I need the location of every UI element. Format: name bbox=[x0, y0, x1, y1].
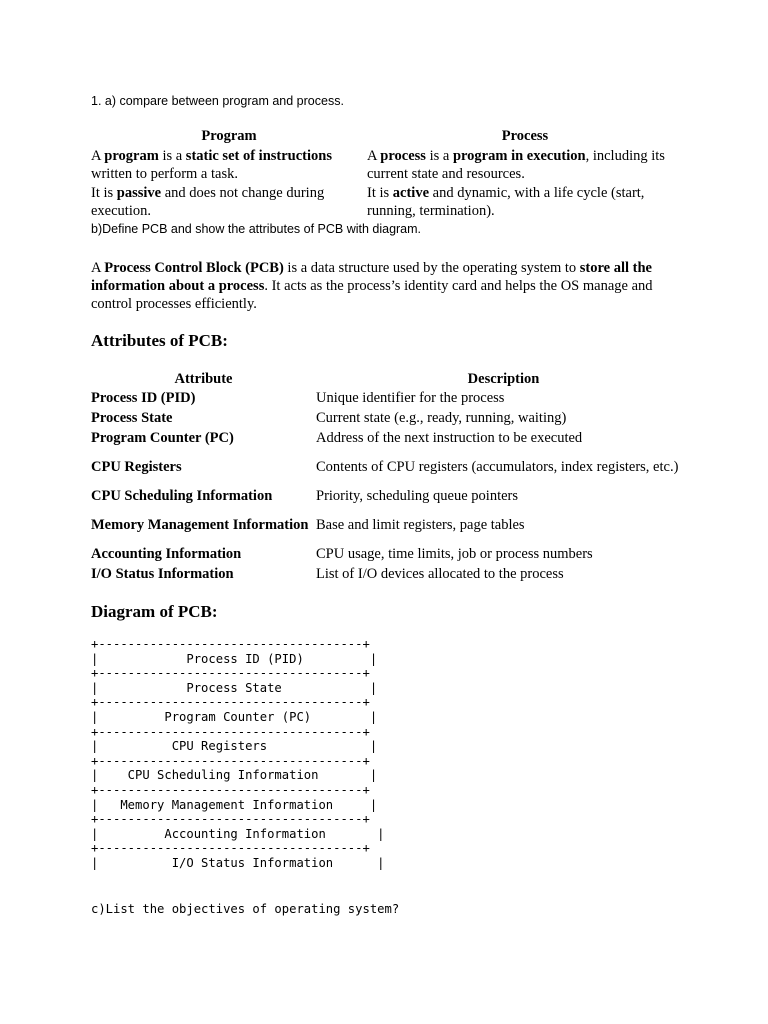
comparison-cell-process-nature: It is active and dynamic, with a life cycle (start, running, termination). bbox=[367, 185, 645, 219]
attributes-header-attribute: Attribute bbox=[174, 370, 233, 387]
pcb-definition-paragraph: A Process Control Block (PCB) is a data structure used by the operating system to store all the information about a process. It acts as the process’s identity card and helps the OS manage and control processes efficiently. bbox=[91, 260, 653, 312]
diagram-field-registers: | CPU Registers | bbox=[91, 739, 378, 754]
diagram-border: +------------------------------------+ bbox=[91, 637, 370, 651]
attribute-description: Contents of CPU registers (accumulators, index registers, etc.) bbox=[316, 459, 679, 476]
diagram-field-memory: | Memory Management Information | bbox=[91, 797, 378, 812]
comparison-header-process: Process bbox=[501, 128, 549, 144]
attribute-description: List of I/O devices allocated to the process bbox=[316, 566, 564, 583]
question-a: 1. a) compare between program and process. bbox=[91, 94, 344, 108]
table-row bbox=[91, 487, 691, 507]
diagram-heading: Diagram of PCB: bbox=[91, 602, 218, 621]
table-row bbox=[91, 409, 691, 429]
pcb-diagram bbox=[91, 637, 385, 871]
diagram-border: +------------------------------------+ bbox=[91, 666, 370, 681]
attribute-description: Priority, scheduling queue pointers bbox=[316, 488, 519, 505]
diagram-border: +------------------------------------+ bbox=[91, 812, 370, 827]
attribute-description: Unique identifier for the process bbox=[316, 390, 505, 407]
attribute-name: I/O Status Information bbox=[91, 566, 234, 583]
comparison-row bbox=[91, 183, 691, 220]
diagram-border: +------------------------------------+ bbox=[91, 695, 370, 710]
attribute-description: Base and limit registers, page tables bbox=[316, 517, 525, 534]
attribute-name: Process ID (PID) bbox=[91, 390, 196, 407]
table-row bbox=[91, 429, 691, 449]
attributes-table bbox=[91, 370, 691, 585]
attribute-name: Program Counter (PC) bbox=[91, 430, 234, 447]
table-row bbox=[91, 545, 691, 565]
comparison-cell-program-definition: A program is a static set of instructions written to perform a task. bbox=[91, 148, 332, 182]
attribute-description: Current state (e.g., ready, running, waiting) bbox=[316, 410, 567, 427]
attribute-description: CPU usage, time limits, job or process numbers bbox=[316, 546, 593, 563]
diagram-field-state: | Process State | bbox=[91, 680, 378, 695]
attributes-header-row bbox=[91, 370, 691, 389]
question-c: c)List the objectives of operating system? bbox=[91, 902, 400, 916]
comparison-cell-program-nature: It is passive and does not change during execution. bbox=[91, 185, 325, 219]
diagram-field-pid: | Process ID (PID) | bbox=[91, 651, 378, 666]
comparison-table bbox=[91, 127, 691, 220]
diagram-border: +------------------------------------+ bbox=[91, 724, 370, 739]
attribute-name: CPU Registers bbox=[91, 459, 182, 476]
attribute-name: Memory Management Information bbox=[91, 517, 309, 534]
diagram-field-io: | I/O Status Information | bbox=[91, 855, 385, 870]
attribute-description: Address of the next instruction to be executed bbox=[316, 430, 583, 447]
comparison-cell-process-definition: A process is a program in execution, including its current state and resources. bbox=[367, 148, 665, 182]
diagram-border: +------------------------------------+ bbox=[91, 753, 370, 768]
table-row bbox=[91, 565, 691, 585]
diagram-border: +------------------------------------+ bbox=[91, 782, 370, 797]
comparison-row bbox=[91, 146, 691, 183]
diagram-field-pc: | Program Counter (PC) | bbox=[91, 709, 378, 724]
comparison-header-row bbox=[91, 127, 691, 146]
table-row bbox=[91, 389, 691, 409]
attributes-heading: Attributes of PCB: bbox=[91, 331, 228, 350]
table-row bbox=[91, 507, 691, 545]
diagram-border: +------------------------------------+ bbox=[91, 841, 370, 856]
question-b: b)Define PCB and show the attributes of PCB with diagram. bbox=[91, 222, 422, 236]
attribute-name: Process State bbox=[91, 410, 173, 427]
diagram-field-accounting: | Accounting Information | bbox=[91, 826, 385, 841]
diagram-field-scheduling: | CPU Scheduling Information | bbox=[91, 768, 378, 783]
comparison-header-program: Program bbox=[201, 128, 257, 144]
attribute-name: Accounting Information bbox=[91, 546, 242, 563]
attributes-header-description: Description bbox=[467, 370, 540, 387]
attribute-name: CPU Scheduling Information bbox=[91, 488, 273, 505]
table-row bbox=[91, 449, 691, 487]
